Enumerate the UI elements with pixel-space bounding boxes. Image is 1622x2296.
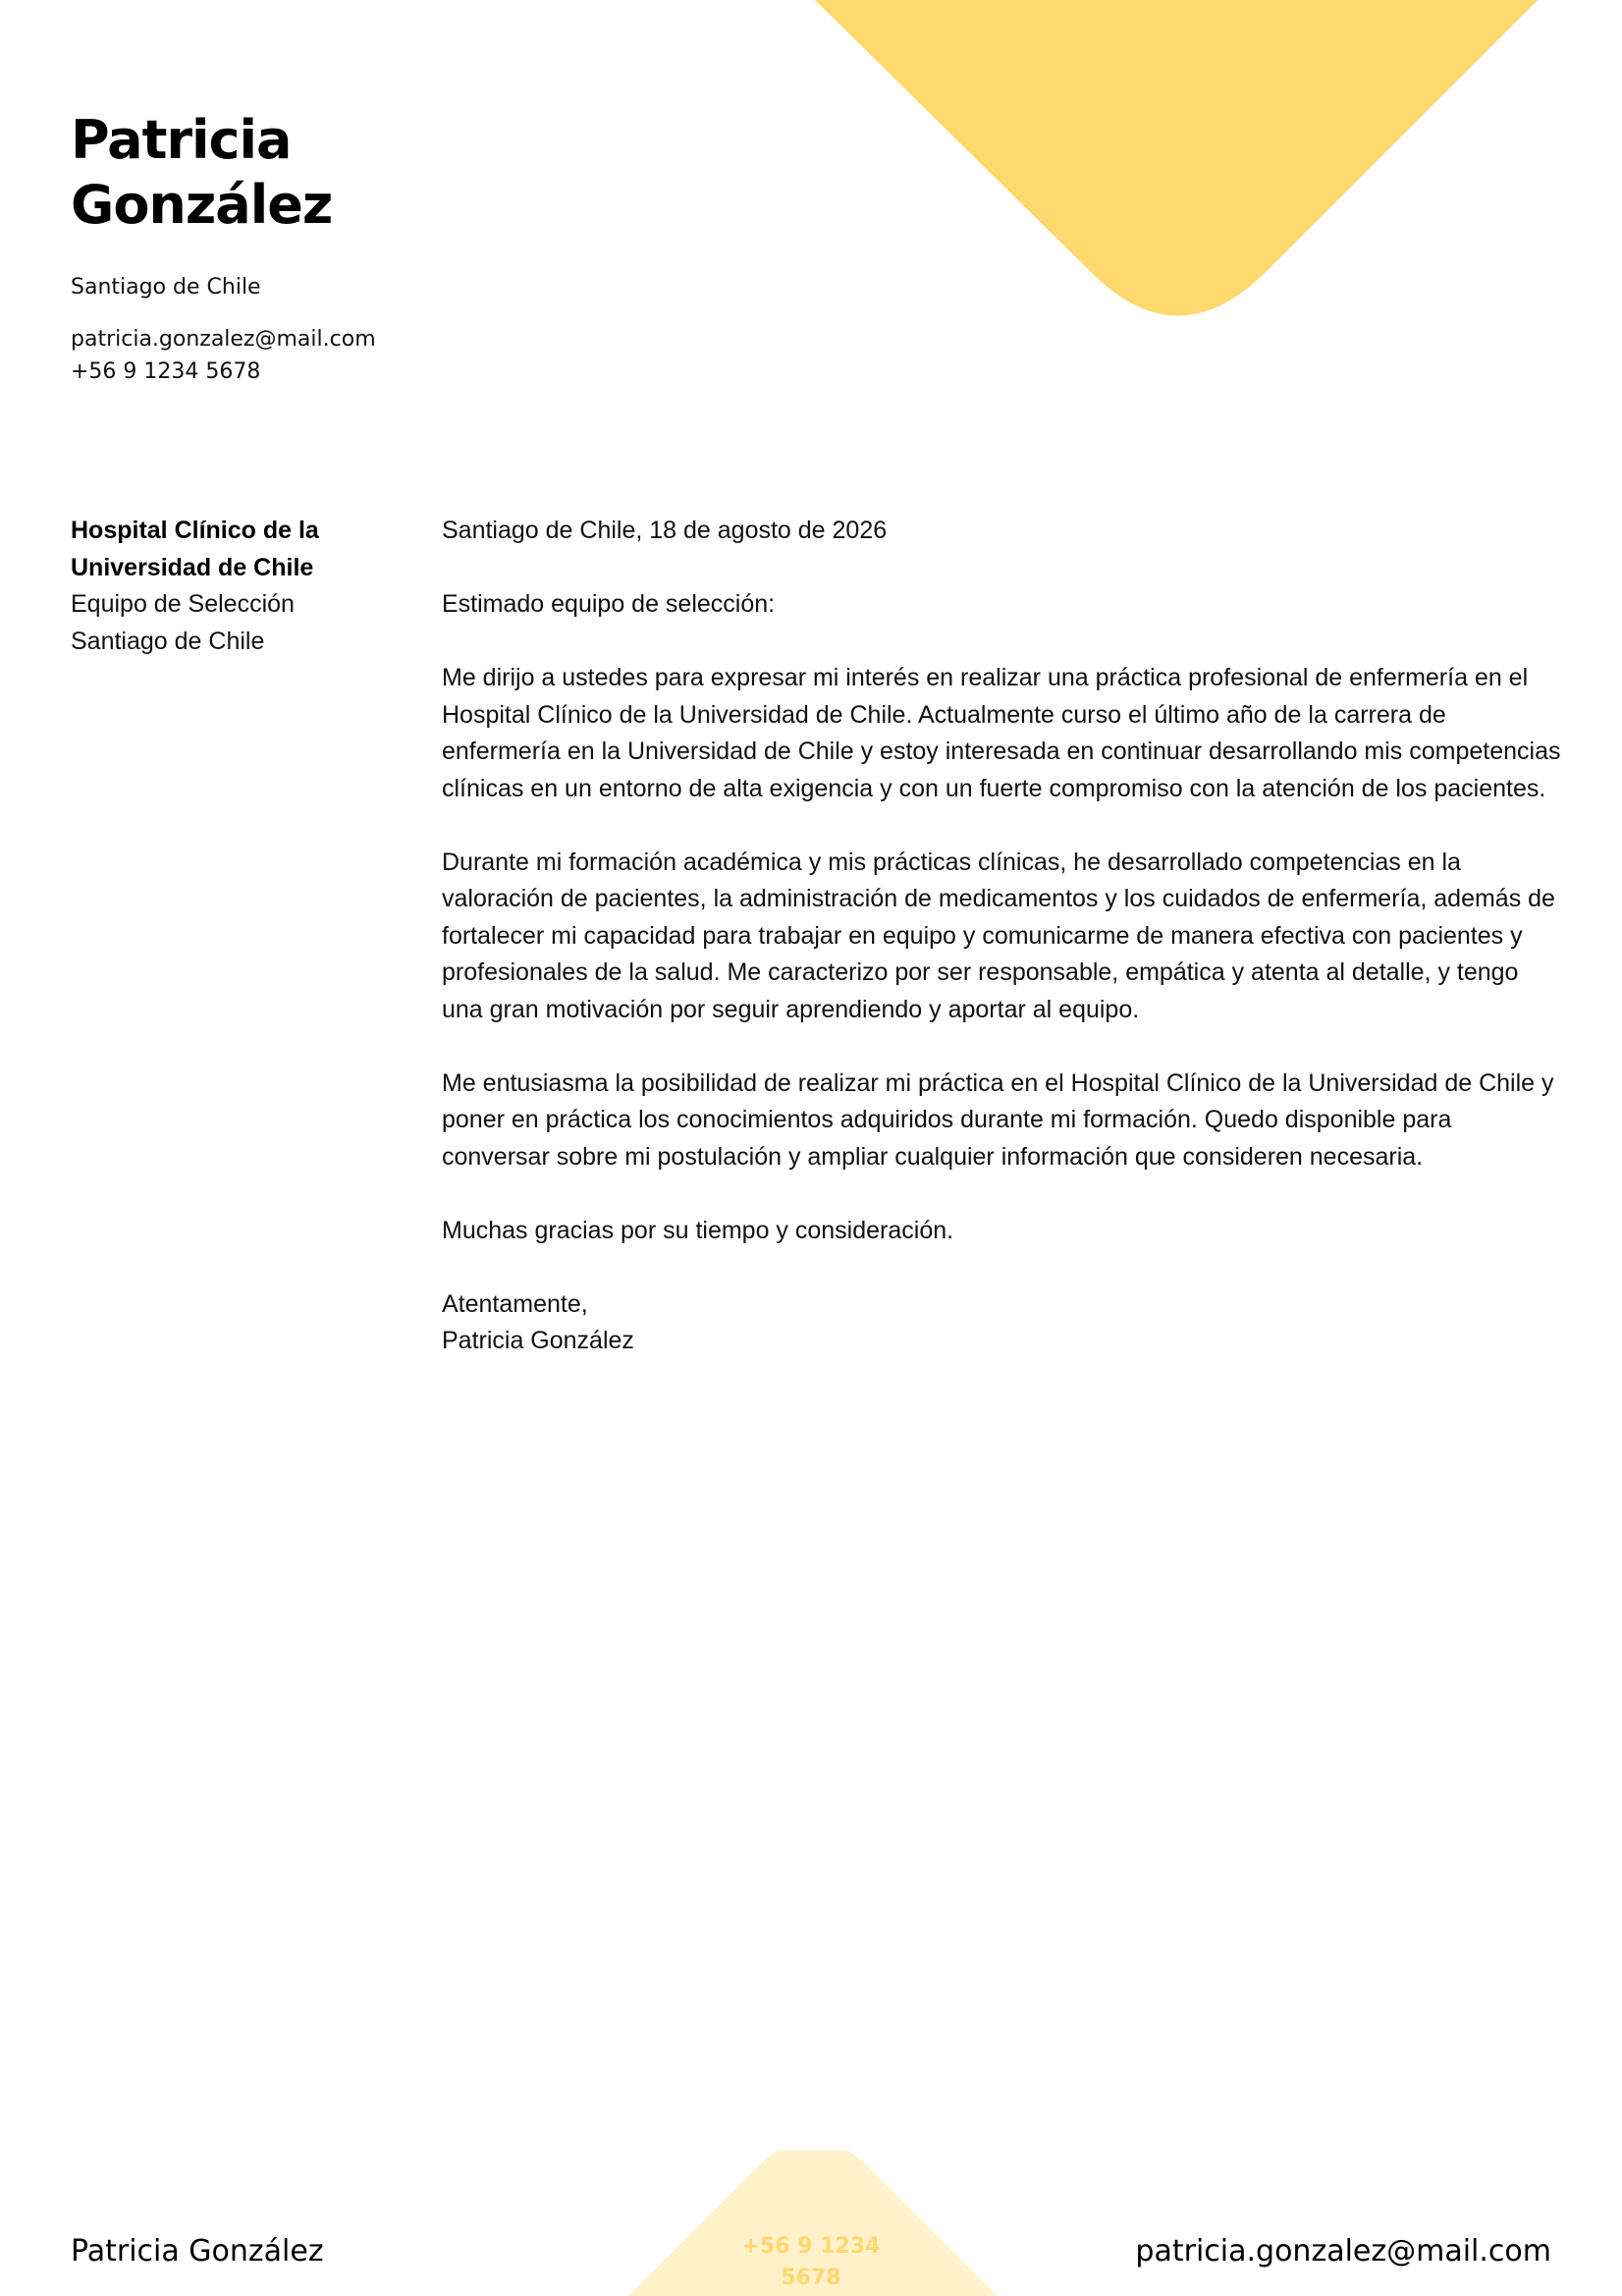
letter-paragraph-4: Muchas gracias por su tiempo y consideración. [442,1216,954,1244]
recipient-organization: Hospital Clínico de la Universidad de Chile [71,517,319,581]
applicant-phone: +56 9 1234 5678 [71,359,261,384]
applicant-first-name: Patricia [71,109,292,171]
applicant-last-name: González [71,174,333,236]
letter-signature: Patricia González [442,1327,634,1354]
footer-name: Patricia González [71,2234,324,2269]
applicant-email: patricia.gonzalez@mail.com [71,327,376,352]
recipient-block [71,513,395,660]
letter-paragraph-3: Me entusiasma la posibilidad de realizar mi práctica en el Hospital Clínico de la Universidad de Chile y poner en práctica los conocimientos adquiridos durante mi formación. Quedo disponible para conversar sobre mi postulación y ampliar cualquier información que consideren necesaria. [442,1068,1554,1171]
applicant-name [71,108,332,238]
applicant-city: Santiago de Chile [71,275,261,300]
recipient-department: Equipo de Selección [71,590,295,618]
footer-email: patricia.gonzalez@mail.com [1135,2234,1551,2269]
yellow-chevron-shape [815,0,1538,316]
letter-paragraph-1: Me dirijo a ustedes para expresar mi interés en realizar una práctica profesional de enfermería en el Hospital Clínico de la Universidad de Chile. Actualmente curso el último año de la carrera de enfermería en la Universidad de Chile y estoy interesada en continuar desarrollando mis competencias clínicas en un entorno de alta exigencia y con un fuerte compromiso con la atención de los pacientes. [442,664,1561,802]
letter-salutation: Estimado equipo de selección: [442,590,776,618]
letter-paragraph-2: Durante mi formación académica y mis prácticas clínicas, he desarrollado competencias en la valoración de pacientes, la administración de medicamentos y los cuidados de enfermería, además de fortalecer mi capacidad para trabajar en equipo y comunicarme de manera efectiva con pacientes y profesionales de la salud. Me caracterizo por ser responsable, empática y atenta al detalle, y tengo una gran motivación por seguir aprendiendo y aportar al equipo. [442,847,1555,1023]
letter-closing: Atentamente, [442,1289,588,1318]
recipient-city: Santiago de Chile [71,627,265,655]
footer-phone: +56 9 1234 5678 [741,2234,881,2290]
letter-date: Santiago de Chile, 18 de agosto de 2026 [442,517,888,544]
letter-body [442,513,1561,1360]
letter-signoff [442,1286,1561,1360]
